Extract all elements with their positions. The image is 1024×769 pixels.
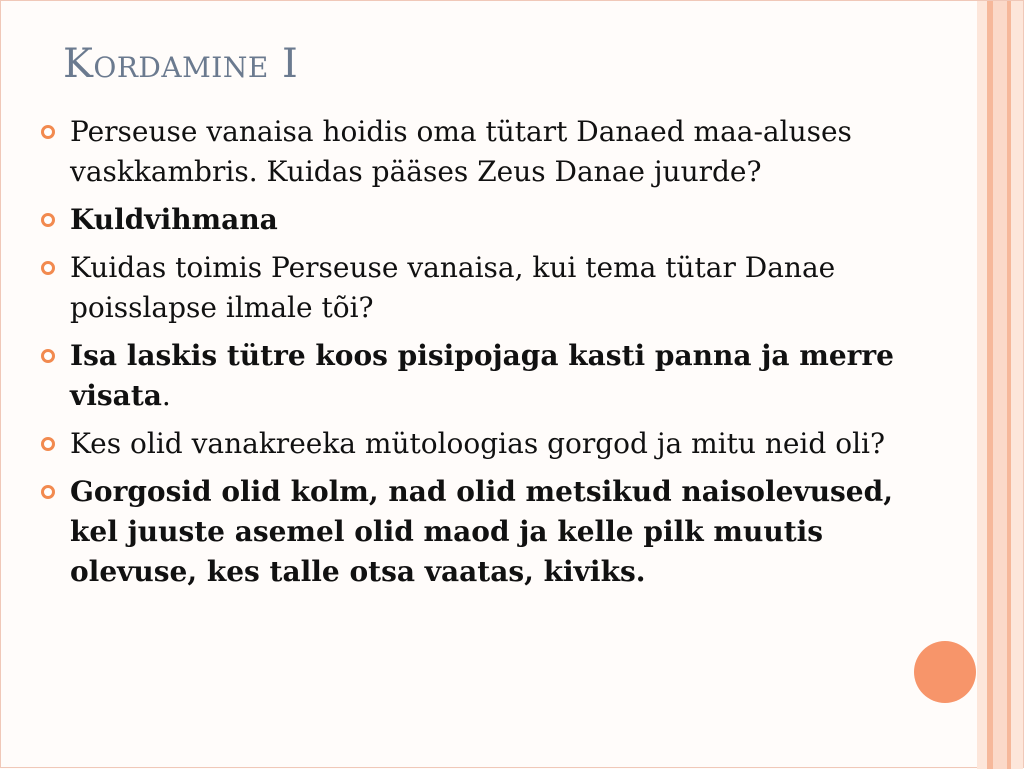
circle-bullet-icon (41, 485, 55, 499)
circle-bullet-icon (41, 349, 55, 363)
item-text: Isa laskis tütre koos pisipojaga kasti panna ja merre visata (70, 339, 894, 412)
list-item (41, 200, 901, 240)
item-text: Kes olid vanakreeka mütoloogias gorgod ja mitu neid oli? (70, 427, 885, 460)
item-text: Kuidas toimis Perseuse vanaisa, kui tema tütar Danae poisslapse ilmale tõi? (70, 251, 836, 324)
item-text: Kuldvihmana (70, 203, 278, 236)
stripe (977, 1, 987, 769)
circle-bullet-icon (41, 125, 55, 139)
slide-title: Kordamine I (63, 41, 299, 87)
circle-bullet-icon (41, 261, 55, 275)
stripe (1011, 1, 1023, 769)
list-item (41, 472, 901, 592)
accent-circle (914, 641, 976, 703)
list-item (41, 336, 901, 416)
list-item (41, 248, 901, 328)
item-text: Gorgosid olid kolm, nad olid metsikud naisolevused, kel juuste asemel olid maod ja kelle pilk muutis olevuse, kes talle otsa vaatas, kiviks. (70, 475, 893, 588)
circle-bullet-icon (41, 437, 55, 451)
list-item (41, 424, 901, 464)
list-item (41, 112, 901, 192)
bullet-list (41, 112, 901, 600)
decorative-stripes (977, 1, 1023, 769)
stripe (993, 1, 1007, 769)
circle-bullet-icon (41, 213, 55, 227)
item-suffix: . (161, 379, 171, 412)
item-text: Perseuse vanaisa hoidis oma tütart Danaed maa-aluses vaskkambris. Kuidas pääses Zeus Danae juurde? (70, 115, 852, 188)
